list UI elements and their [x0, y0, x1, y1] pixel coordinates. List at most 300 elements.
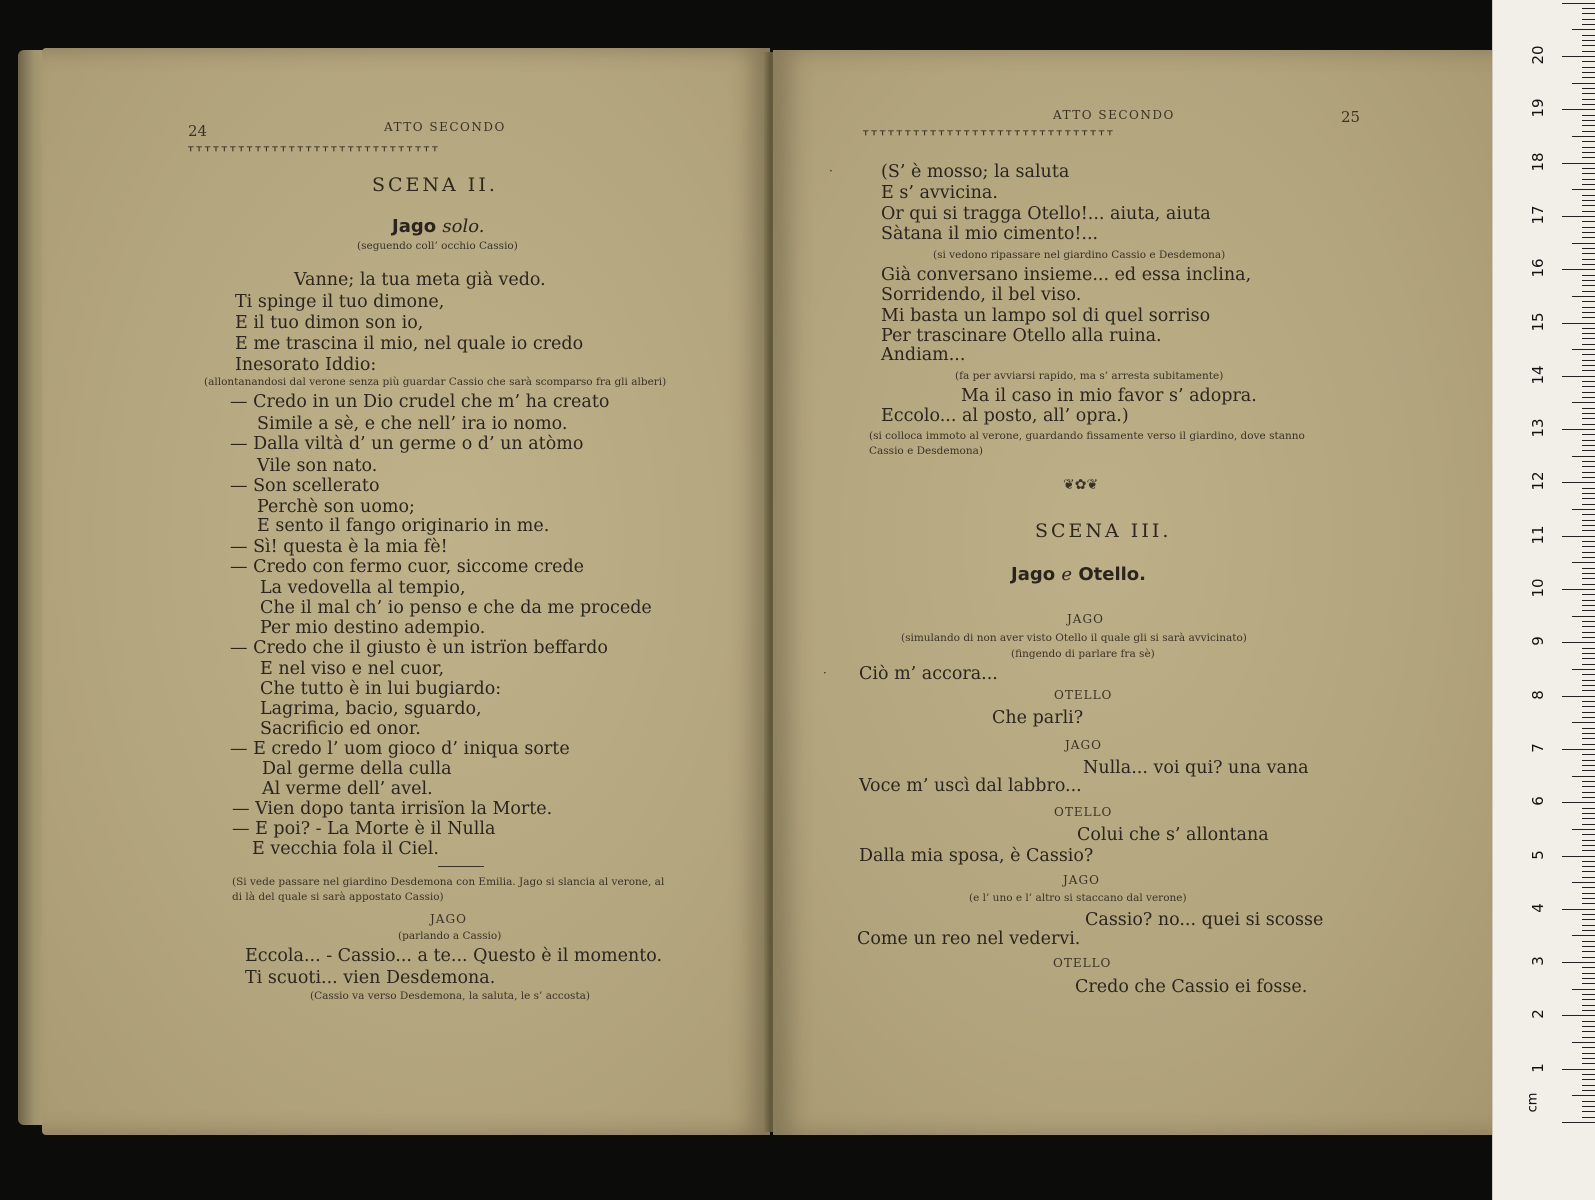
- verse-line: Che tutto è in lui bugiardo:: [260, 679, 502, 699]
- ruler-number: 19: [1529, 98, 1547, 118]
- ruler-tick: [1582, 594, 1595, 595]
- ruler-number: 5: [1529, 849, 1547, 860]
- ruler-tick: [1582, 1058, 1595, 1059]
- stage-direction: (simulando di non aver visto Otello il quale gli si sarà avvicinato): [901, 632, 1247, 644]
- ruler-tick: [1572, 1042, 1595, 1043]
- verse-line: Già conversano insieme... ed essa inclina,: [881, 265, 1252, 285]
- ruler-number: 10: [1529, 578, 1547, 598]
- ruler-tick: [1582, 925, 1595, 926]
- ruler-tick: [1582, 578, 1595, 579]
- ruler-tick: [1572, 243, 1595, 244]
- verse-line: — E poi? - La Morte è il Nulla: [232, 819, 496, 839]
- ruler-tick: [1582, 424, 1595, 425]
- ruler-tick: [1582, 466, 1595, 467]
- ruler-tick: [1562, 696, 1595, 697]
- ruler-tick: [1582, 285, 1595, 286]
- ruler-tick: [1582, 1117, 1595, 1118]
- ruler-tick: [1582, 1111, 1595, 1112]
- ruler-tick: [1582, 573, 1595, 574]
- ruler-tick: [1582, 8, 1595, 9]
- ruler-tick: [1562, 536, 1595, 537]
- ruler-tick: [1582, 24, 1595, 25]
- ruler-tick: [1572, 1095, 1595, 1096]
- ruler-tick: [1582, 797, 1595, 798]
- ruler-tick: [1582, 946, 1595, 947]
- ruler-tick: [1582, 1037, 1595, 1038]
- ruler-tick: [1582, 152, 1595, 153]
- ruler-tick: [1582, 898, 1595, 899]
- ruler-tick: [1582, 184, 1595, 185]
- ruler-tick: [1582, 434, 1595, 435]
- ruler-tick: [1582, 35, 1595, 36]
- stage-direction: di là del quale si sarà appostato Cassio): [232, 891, 444, 903]
- stage-direction: (Cassio va verso Desdemona, la saluta, le s’ accosta): [310, 990, 591, 1002]
- ruler-tick: [1582, 19, 1595, 20]
- ruler-tick: [1582, 653, 1595, 654]
- ruler-tick: [1572, 616, 1595, 617]
- stage-direction: Cassio e Desdemona): [869, 445, 983, 457]
- ruler-tick: [1582, 445, 1595, 446]
- verse-line: — Sì! questa è la mia fè!: [230, 537, 448, 557]
- ruler-tick: [1582, 1026, 1595, 1027]
- ruler-tick: [1582, 786, 1595, 787]
- ruler-tick: [1572, 402, 1595, 403]
- ruler-tick: [1582, 338, 1595, 339]
- ruler-tick: [1582, 104, 1595, 105]
- ruler-tick: [1562, 163, 1595, 164]
- ruler-tick: [1582, 498, 1595, 499]
- ruler-tick: [1582, 365, 1595, 366]
- ruler-tick: [1572, 722, 1595, 723]
- verse-line: Simile a sè, e che nell’ ira io nomo.: [257, 414, 568, 434]
- ruler-tick: [1582, 1085, 1595, 1086]
- ruler-tick: [1582, 67, 1595, 68]
- ruler-tick: [1572, 509, 1595, 510]
- speaker-name: OTELLO: [1053, 956, 1112, 970]
- ruler-tick: [1582, 259, 1595, 260]
- ruler-tick: [1562, 589, 1595, 590]
- ruler-tick: [1582, 557, 1595, 558]
- ruler-tick: [1582, 983, 1595, 984]
- ruler-tick: [1582, 967, 1595, 968]
- ruler-tick: [1582, 413, 1595, 414]
- ruler-tick: [1562, 909, 1595, 910]
- ruler-unit-label: cm: [1525, 1092, 1541, 1113]
- ruler-tick: [1582, 541, 1595, 542]
- ruler-tick: [1582, 333, 1595, 334]
- ruler-tick: [1582, 381, 1595, 382]
- ruler-tick: [1582, 520, 1595, 521]
- ruler-tick: [1582, 141, 1595, 142]
- ruler-tick: [1582, 157, 1595, 158]
- ruler-tick: [1582, 45, 1595, 46]
- verse-line: E me trascina il mio, nel quale io credo: [235, 334, 584, 354]
- ruler-tick: [1582, 994, 1595, 995]
- ruler-tick: [1562, 1122, 1595, 1123]
- ruler-tick: [1582, 584, 1595, 585]
- ornament-rule: ᚁᚁᚁᚁᚁᚁᚁᚁᚁᚁᚁᚁᚁᚁᚁᚁᚁᚁᚁᚁᚁᚁᚁᚁᚁᚁᚁᚁᚁᚁ: [188, 140, 441, 153]
- ruler-tick: [1582, 903, 1595, 904]
- ruler-tick: [1582, 253, 1595, 254]
- ruler-tick: [1572, 882, 1595, 883]
- dialogue-line: Come un reo nel vedervi.: [857, 929, 1081, 949]
- ruler-tick: [1582, 392, 1595, 393]
- ruler-tick: [1582, 264, 1595, 265]
- ruler-tick: [1582, 765, 1595, 766]
- stage-direction: (si colloca immoto al verone, guardando fissamente verso il giardino, dove stanno: [869, 430, 1305, 442]
- ruler-tick: [1582, 1074, 1595, 1075]
- ruler-tick: [1582, 440, 1595, 441]
- ruler-tick: [1582, 658, 1595, 659]
- ruler-tick: [1572, 829, 1595, 830]
- ruler-tick: [1582, 1090, 1595, 1091]
- ruler-tick: [1582, 1010, 1595, 1011]
- ruler-number: 20: [1529, 45, 1547, 65]
- page-number: 25: [1341, 108, 1361, 126]
- ruler-tick: [1582, 530, 1595, 531]
- ruler-tick: [1582, 1047, 1595, 1048]
- dialogue-line: Cassio? no... quei si scosse: [1085, 910, 1324, 930]
- ruler-tick: [1582, 728, 1595, 729]
- verse-line: — Credo che il giusto è un istrïon beffardo: [230, 638, 608, 658]
- ruler-tick: [1572, 136, 1595, 137]
- verse-line: E s’ avvicina.: [881, 183, 998, 203]
- ruler-tick: [1582, 504, 1595, 505]
- verse-line: — Vien dopo tanta irrisïon la Morte.: [232, 799, 553, 819]
- verse-line: Sorridendo, il bel viso.: [881, 285, 1082, 305]
- ruler-tick: [1582, 818, 1595, 819]
- ruler-tick: [1582, 354, 1595, 355]
- ruler-tick: [1582, 221, 1595, 222]
- ruler-tick: [1582, 408, 1595, 409]
- ruler-tick: [1582, 488, 1595, 489]
- ruler-tick: [1582, 1031, 1595, 1032]
- ruler-tick: [1582, 280, 1595, 281]
- verse-line: — E credo l’ uom gioco d’ iniqua sorte: [230, 739, 570, 759]
- ruler-tick: [1582, 690, 1595, 691]
- verse-line: Mi basta un lampo sol di quel sorriso: [881, 306, 1211, 326]
- ruler-tick: [1582, 13, 1595, 14]
- ruler-tick: [1582, 115, 1595, 116]
- ruler-tick: [1582, 717, 1595, 718]
- ruler-tick: [1582, 397, 1595, 398]
- ruler-tick: [1582, 317, 1595, 318]
- ruler-number: 17: [1529, 205, 1547, 225]
- ruler-tick: [1562, 749, 1595, 750]
- ruler-tick: [1582, 957, 1595, 958]
- verse-line: Lagrima, bacio, sguardo,: [260, 699, 482, 719]
- ruler-tick: [1582, 307, 1595, 308]
- ruler-tick: [1582, 195, 1595, 196]
- ruler-tick: [1582, 370, 1595, 371]
- dialogue-line: Ciò m’ accora...: [859, 664, 998, 684]
- ruler-tick: [1562, 1069, 1595, 1070]
- ruler-number: 7: [1529, 743, 1547, 753]
- ruler-tick: [1582, 877, 1595, 878]
- ruler-tick: [1582, 51, 1595, 52]
- speaker-name: JAGO: [430, 912, 467, 926]
- ruler-tick: [1582, 232, 1595, 233]
- ruler-tick: [1582, 792, 1595, 793]
- ruler-tick: [1582, 893, 1595, 894]
- ruler-tick: [1582, 850, 1595, 851]
- ruler-tick: [1582, 834, 1595, 835]
- ruler-tick: [1582, 99, 1595, 100]
- ruler-tick: [1582, 674, 1595, 675]
- ruler-tick: [1582, 861, 1595, 862]
- verse-line: Vanne; la tua meta già vedo.: [294, 270, 546, 290]
- ruler-tick: [1582, 770, 1595, 771]
- verse-line: Perchè son uomo;: [257, 497, 415, 517]
- ruler-tick: [1582, 291, 1595, 292]
- divider-rule: [438, 866, 484, 867]
- ruler-tick: [1562, 109, 1595, 110]
- ruler-tick: [1562, 376, 1595, 377]
- ruler-tick: [1582, 813, 1595, 814]
- verse-line: Ti spinge il tuo dimone,: [235, 292, 445, 312]
- stage-direction: (fingendo di parlare fra sè): [1011, 648, 1155, 660]
- scene-title: SCENA II.: [372, 174, 498, 196]
- ruler-tick: [1582, 887, 1595, 888]
- stage-direction: (si vedono ripassare nel giardino Cassio e Desdemona): [933, 249, 1226, 261]
- ruler-tick: [1582, 93, 1595, 94]
- dialogue-line: Voce m’ uscì dal labbro...: [859, 776, 1082, 796]
- ruler-tick: [1582, 808, 1595, 809]
- ruler-tick: [1572, 776, 1595, 777]
- ruler-tick: [1582, 1079, 1595, 1080]
- stage-direction: (fa per avviarsi rapido, ma s’ arresta subitamente): [955, 370, 1224, 382]
- speaker-name: JAGO: [1065, 738, 1102, 752]
- verse-line: Per mio destino adempio.: [260, 618, 486, 638]
- ruler-tick: [1582, 840, 1595, 841]
- ruler-tick: [1582, 450, 1595, 451]
- ruler-tick: [1582, 706, 1595, 707]
- margin-mark: ·: [823, 666, 827, 680]
- verse-line: Sacrificio ed onor.: [260, 719, 421, 739]
- stage-direction: (allontanandosi dal verone senza più guardar Cassio che sarà scomparso fra gli alberi): [204, 376, 667, 388]
- ruler-tick: [1572, 669, 1595, 670]
- ruler-tick: [1582, 941, 1595, 942]
- ruler-tick: [1572, 562, 1595, 563]
- verse-line: E vecchia fola il Ciel.: [252, 839, 439, 859]
- ruler-number: 16: [1529, 258, 1547, 278]
- margin-mark: ·: [829, 164, 833, 178]
- ruler-tick: [1582, 173, 1595, 174]
- verse-line: La vedovella al tempio,: [260, 578, 466, 598]
- verse-line: — Credo in un Dio crudel che m’ ha creato: [230, 392, 610, 412]
- verse-line: (S’ è mosso; la saluta: [881, 162, 1070, 182]
- character-heading: Jago e Otello.: [1011, 564, 1146, 585]
- speaker-name: OTELLO: [1054, 688, 1113, 702]
- ruler-tick: [1582, 147, 1595, 148]
- ruler-number: 1: [1529, 1062, 1547, 1073]
- ruler-tick: [1582, 685, 1595, 686]
- ruler-tick: [1582, 914, 1595, 915]
- ornament-rule: ᚁᚁᚁᚁᚁᚁᚁᚁᚁᚁᚁᚁᚁᚁᚁᚁᚁᚁᚁᚁᚁᚁᚁᚁᚁᚁᚁᚁᚁᚁ: [863, 124, 1116, 137]
- stage-direction: (e l’ uno e l’ altro si staccano dal verone): [969, 892, 1187, 904]
- verse-line: Sàtana il mio cimento!...: [881, 224, 1099, 244]
- ruler-number: 14: [1529, 365, 1547, 385]
- ruler-tick: [1562, 56, 1595, 57]
- ruler-tick: [1582, 275, 1595, 276]
- ruler-tick: [1582, 131, 1595, 132]
- ruler-tick: [1582, 712, 1595, 713]
- verse-line: Dal germe della culla: [262, 759, 452, 779]
- ruler-tick: [1582, 461, 1595, 462]
- ruler-tick: [1562, 642, 1595, 643]
- ruler-tick: [1572, 349, 1595, 350]
- speaker-name: JAGO: [1067, 612, 1104, 626]
- measuring-ruler: [1492, 0, 1595, 1200]
- ruler-tick: [1582, 386, 1595, 387]
- ruler-tick: [1582, 930, 1595, 931]
- verse-line: E sento il fango originario in me.: [257, 516, 550, 536]
- ruler-tick: [1582, 1063, 1595, 1064]
- ruler-tick: [1582, 211, 1595, 212]
- stage-direction: (Si vede passare nel giardino Desdemona con Emilia. Jago si slancia al verone, al: [232, 876, 665, 888]
- ruler-tick: [1572, 935, 1595, 936]
- running-head: ATTO SECONDO: [384, 120, 506, 134]
- ruler-tick: [1582, 344, 1595, 345]
- ruler-tick: [1582, 472, 1595, 473]
- dialogue-line: Dalla mia sposa, è Cassio?: [859, 846, 1094, 866]
- verse-line: Al verme dell’ avel.: [262, 779, 433, 799]
- dialogue-line: Credo che Cassio ei fosse.: [1075, 977, 1308, 997]
- ruler-tick: [1582, 1106, 1595, 1107]
- ruler-tick: [1582, 237, 1595, 238]
- ruler-tick: [1582, 701, 1595, 702]
- ruler-tick: [1582, 632, 1595, 633]
- dialogue-line: Colui che s’ allontana: [1077, 825, 1269, 845]
- ruler-number: 18: [1529, 152, 1547, 172]
- left-page: [42, 48, 770, 1135]
- ruler-tick: [1582, 168, 1595, 169]
- ruler-tick: [1582, 227, 1595, 228]
- ruler-tick: [1582, 418, 1595, 419]
- ruler-number: 13: [1529, 418, 1547, 438]
- ruler-tick: [1562, 1015, 1595, 1016]
- ruler-number: 3: [1529, 956, 1547, 966]
- ruler-tick: [1582, 824, 1595, 825]
- ruler-tick: [1572, 296, 1595, 297]
- ruler-tick: [1582, 328, 1595, 329]
- ruler-tick: [1582, 760, 1595, 761]
- ruler-tick: [1582, 514, 1595, 515]
- ruler-tick: [1582, 546, 1595, 547]
- ruler-tick: [1562, 269, 1595, 270]
- ruler-tick: [1582, 738, 1595, 739]
- verse-line: Per trascinare Otello alla ruina.: [881, 326, 1162, 346]
- ruler-tick: [1562, 482, 1595, 483]
- speaker-name: JAGO: [1063, 873, 1100, 887]
- ruler-number: 8: [1529, 689, 1547, 700]
- ruler-tick: [1582, 360, 1595, 361]
- verse-line: Inesorato Iddio:: [235, 355, 377, 375]
- ruler-tick: [1582, 999, 1595, 1000]
- ruler-tick: [1582, 866, 1595, 867]
- ruler-tick: [1582, 973, 1595, 974]
- stage-direction: (seguendo coll’ occhio Cassio): [357, 240, 518, 252]
- verse-line: — Credo con fermo cuor, siccome crede: [230, 557, 585, 577]
- verse-line: Or qui si tragga Otello!... aiuta, aiuta: [881, 204, 1211, 224]
- speaker-name: OTELLO: [1054, 805, 1113, 819]
- ruler-tick: [1572, 989, 1595, 990]
- ruler-tick: [1582, 680, 1595, 681]
- ruler-tick: [1582, 919, 1595, 920]
- ruler-tick: [1562, 429, 1595, 430]
- ruler-tick: [1572, 83, 1595, 84]
- ruler-tick: [1582, 61, 1595, 62]
- dialogue-line: Nulla... voi qui? una vana: [1083, 758, 1309, 778]
- ruler-tick: [1562, 3, 1595, 4]
- ruler-tick: [1582, 125, 1595, 126]
- verse-line: — Son scellerato: [230, 476, 380, 496]
- ruler-tick: [1562, 856, 1595, 857]
- ruler-tick: [1582, 978, 1595, 979]
- verse-line: Eccolo... al posto, all’ opra.): [881, 406, 1129, 426]
- ruler-tick: [1582, 605, 1595, 606]
- ruler-tick: [1582, 626, 1595, 627]
- verse-line: E il tuo dimon son io,: [235, 313, 424, 333]
- ruler-tick: [1582, 733, 1595, 734]
- ruler-tick: [1582, 1053, 1595, 1054]
- ruler-tick: [1582, 664, 1595, 665]
- ruler-tick: [1562, 962, 1595, 963]
- dialogue-line: Che parli?: [992, 708, 1084, 728]
- ruler-tick: [1582, 621, 1595, 622]
- ruler-tick: [1582, 493, 1595, 494]
- ruler-tick: [1562, 802, 1595, 803]
- ruler-number: 12: [1529, 471, 1547, 491]
- ruler-tick: [1582, 40, 1595, 41]
- ruler-tick: [1582, 744, 1595, 745]
- right-page: [773, 50, 1495, 1135]
- verse-line: Ma il caso in mio favor s’ adopra.: [961, 386, 1257, 406]
- ruler-tick: [1582, 1005, 1595, 1006]
- ruler-tick: [1582, 600, 1595, 601]
- ruler-tick: [1582, 781, 1595, 782]
- ruler-tick: [1582, 610, 1595, 611]
- ruler-tick: [1582, 754, 1595, 755]
- ruler-tick: [1582, 951, 1595, 952]
- verse-line: Andiam...: [881, 345, 966, 365]
- ruler-tick: [1582, 552, 1595, 553]
- running-head: ATTO SECONDO: [1053, 108, 1175, 122]
- character-heading: Jago solo.: [392, 216, 485, 237]
- ruler-tick: [1582, 200, 1595, 201]
- verse-line: Che il mal ch’ io penso e che da me procede: [260, 598, 652, 618]
- ruler-tick: [1582, 568, 1595, 569]
- ruler-tick: [1582, 1101, 1595, 1102]
- ruler-tick: [1582, 871, 1595, 872]
- ruler-tick: [1572, 189, 1595, 190]
- verse-line: — Dalla viltà d’ un germe o d’ un atòmo: [230, 434, 584, 454]
- ruler-tick: [1582, 637, 1595, 638]
- scene-title: SCENA III.: [1035, 520, 1172, 542]
- ruler-tick: [1562, 216, 1595, 217]
- ruler-tick: [1582, 248, 1595, 249]
- ruler-tick: [1582, 648, 1595, 649]
- fleuron-ornament: ❦✿❦: [1063, 477, 1099, 493]
- verse-line: Ti scuoti... vien Desdemona.: [245, 968, 496, 988]
- ruler-number: 9: [1529, 636, 1547, 647]
- stage-direction: (parlando a Cassio): [398, 930, 502, 942]
- ruler-tick: [1582, 301, 1595, 302]
- ruler-tick: [1582, 845, 1595, 846]
- ruler-tick: [1582, 120, 1595, 121]
- verse-line: Vile son nato.: [257, 456, 378, 476]
- ruler-tick: [1582, 77, 1595, 78]
